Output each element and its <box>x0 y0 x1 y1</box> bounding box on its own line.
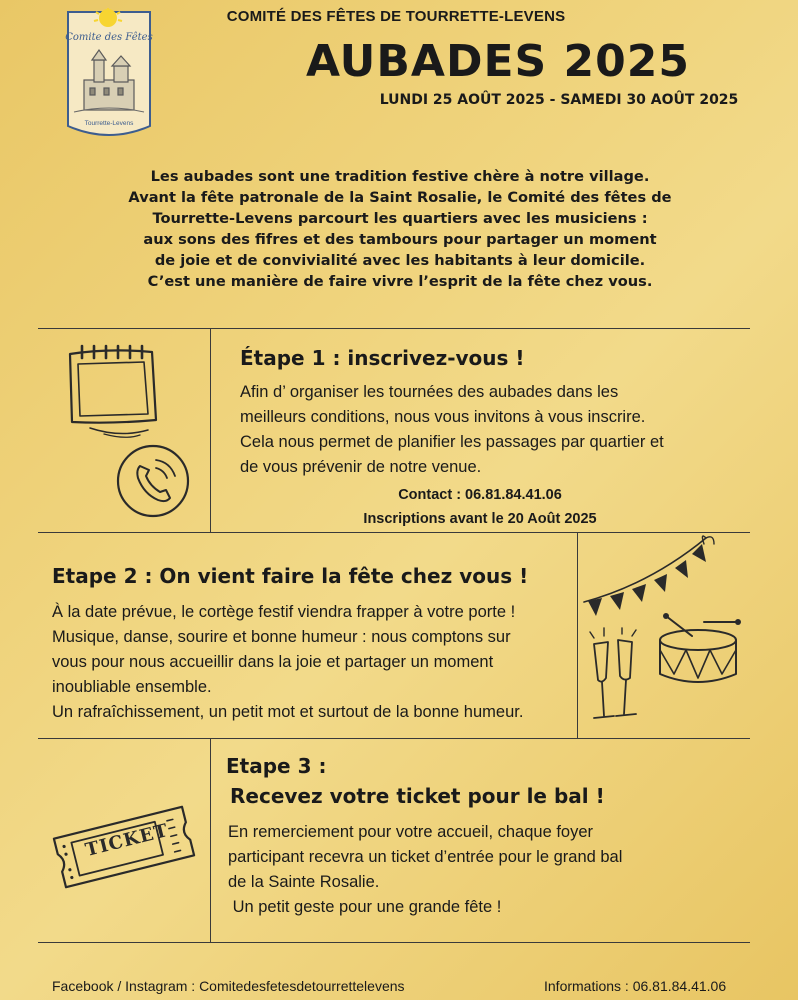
ticket-icon <box>50 792 198 902</box>
page-title: AUBADES 2025 <box>305 36 691 87</box>
divider <box>210 738 211 942</box>
intro-line: Les aubades sont une tradition festive chère à notre village. <box>150 168 650 185</box>
step1-title: Étape 1 : inscrivez-vous ! <box>240 346 525 370</box>
step2-line: vous pour nous accueillir dans la joie et partager un moment <box>52 653 494 671</box>
committee-name: COMITÉ DES FÊTES DE TOURRETTE-LEVENS <box>226 8 566 25</box>
divider <box>38 328 750 329</box>
step3-line: Un petit geste pour une grande fête ! <box>228 898 502 916</box>
step3-title-line1: Etape 3 : <box>226 754 327 778</box>
step2-line: À la date prévue, le cortège festif viendra frapper à votre porte ! <box>52 603 516 621</box>
event-dates: LUNDI 25 AOÛT 2025 - SAMEDI 30 AOÛT 2025 <box>379 92 739 108</box>
champagne-glasses-icon <box>586 626 646 730</box>
step3-line: En remerciement pour votre accueil, chaque foyer <box>228 823 594 841</box>
step3-title-line2: Recevez votre ticket pour le bal ! <box>230 784 605 808</box>
intro-line: Tourrette-Levens parcourt les quartiers avec les musiciens : <box>152 210 648 227</box>
info-phone: Informations : 06.81.84.41.06 <box>544 978 727 994</box>
bunting-icon <box>580 534 744 618</box>
step1-line: Cela nous permet de planifier les passages par quartier et <box>240 433 664 451</box>
committee-logo <box>64 8 154 146</box>
divider <box>38 532 750 533</box>
step2-paragraph <box>52 600 523 725</box>
divider <box>38 942 750 943</box>
social-handles: Facebook / Instagram : Comitedesfetesdetourrettelevens <box>52 978 405 994</box>
intro-line: C’est une manière de faire vivre l’esprit de la fête chez vous. <box>147 273 653 290</box>
logo-top-text: Comite des Fêtes <box>65 32 153 43</box>
logo-bottom-text: Tourrette-Levens <box>84 120 134 127</box>
divider <box>577 532 578 738</box>
step1-paragraph <box>240 380 664 480</box>
calendar-icon <box>60 340 190 440</box>
step3-paragraph <box>228 820 622 920</box>
step1-line: Afin d’ organiser les tournées des aubades dans les <box>240 383 619 401</box>
intro-line: Avant la fête patronale de la Saint Rosalie, le Comité des fêtes de <box>128 189 672 206</box>
step1-line: meilleurs conditions, nous vous invitons à vous inscrire. <box>240 408 646 426</box>
intro-line: de joie et de convivialité avec les habitants à leur domicile. <box>154 252 646 269</box>
contact-phone: Contact : 06.81.84.41.06 <box>398 487 562 503</box>
divider <box>210 328 211 532</box>
divider <box>38 738 750 739</box>
step2-line: Musique, danse, sourire et bonne humeur : nous comptons sur <box>52 628 511 646</box>
step3-line: participant recevra un ticket d’entrée pour le grand bal <box>228 848 623 866</box>
ticket-label: TICKET <box>83 820 171 861</box>
step2-title: Etape 2 : On vient faire la fête chez vous ! <box>52 564 529 588</box>
phone-icon <box>112 440 194 522</box>
step3-line: de la Sainte Rosalie. <box>228 873 380 891</box>
step2-line: Un rafraîchissement, un petit mot et surtout de la bonne humeur. <box>52 703 524 721</box>
drum-icon <box>654 612 744 690</box>
intro-paragraph <box>80 166 720 292</box>
registration-deadline: Inscriptions avant le 20 Août 2025 <box>363 511 597 527</box>
intro-line: aux sons des fifres et des tambours pour partager un moment <box>143 231 657 248</box>
step2-line: inoubliable ensemble. <box>52 678 212 696</box>
step1-line: de vous prévenir de notre venue. <box>240 458 482 476</box>
